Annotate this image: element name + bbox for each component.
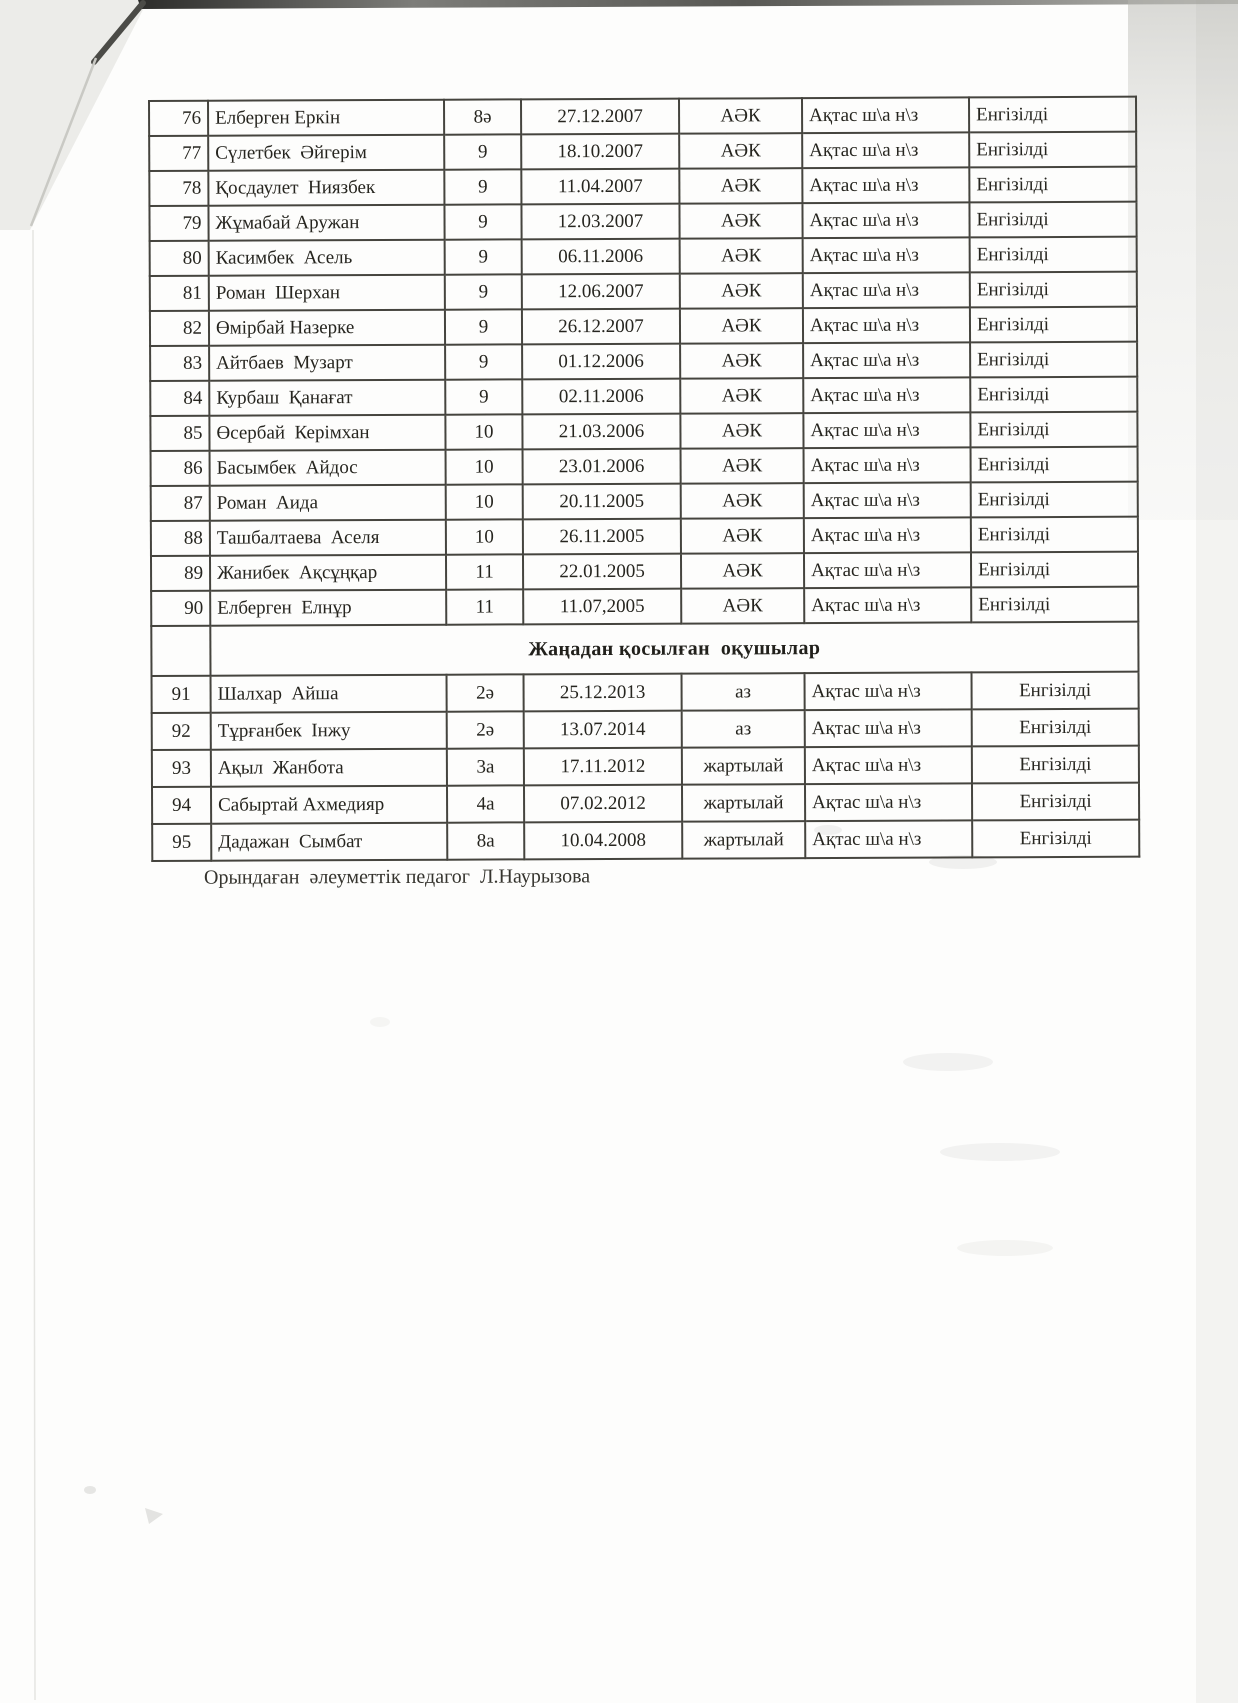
cell-location: Ақтас ш\а н\з xyxy=(803,237,970,273)
section-header-body xyxy=(151,622,1138,676)
cell-category: АӘК xyxy=(680,378,803,414)
cell-category: жартылай xyxy=(682,747,805,785)
cell-category: АӘК xyxy=(679,98,802,134)
cell-location: Ақтас ш\а н\з xyxy=(803,307,970,343)
table-row xyxy=(151,482,1138,521)
cell-date: 20.11.2005 xyxy=(523,484,681,520)
cell-category: жартылай xyxy=(682,784,805,822)
cell-name: Шалхар Айша xyxy=(211,675,447,713)
cell-status: Енгізілді xyxy=(971,482,1138,518)
cell-location: Ақтас ш\а н\з xyxy=(802,97,969,133)
table-row xyxy=(150,342,1137,381)
cell-grade: 8а xyxy=(447,822,524,859)
cell-date: 12.03.2007 xyxy=(521,204,679,240)
cell-no: 86 xyxy=(151,451,210,486)
section-header-row xyxy=(151,622,1138,676)
cell-grade: 2ә xyxy=(447,711,524,748)
cell-no: 95 xyxy=(152,824,211,861)
cell-status: Енгізілді xyxy=(970,342,1137,378)
cell-name: Қосдаулет Ниязбек xyxy=(208,170,444,206)
cell-grade: 9 xyxy=(445,344,522,379)
table-row xyxy=(152,746,1139,787)
cell-location: Ақтас ш\а н\з xyxy=(804,552,971,588)
table-row xyxy=(151,552,1138,591)
cell-date: 01.12.2006 xyxy=(522,344,680,380)
cell-grade: 8ә xyxy=(444,99,521,134)
cell-location: Ақтас ш\а н\з xyxy=(805,709,972,747)
table-row xyxy=(151,587,1138,626)
cell-grade: 11 xyxy=(446,589,523,624)
cell-no: 76 xyxy=(149,101,208,136)
cell-status: Енгізілді xyxy=(970,377,1137,413)
left-edge-line xyxy=(33,230,35,1700)
cell-status: Енгізілді xyxy=(969,132,1136,168)
cell-status: Енгізілді xyxy=(969,167,1136,203)
cell-no: 77 xyxy=(149,136,208,171)
cell-grade: 11 xyxy=(446,554,523,589)
cell-name: Өмірбай Назерке xyxy=(209,310,445,346)
table-row xyxy=(152,783,1139,824)
cell-location: Ақтас ш\а н\з xyxy=(803,342,970,378)
cell-category: АӘК xyxy=(681,588,804,624)
cell-location: Ақтас ш\а н\з xyxy=(803,377,970,413)
cell-status: Енгізілді xyxy=(971,587,1138,623)
table-row xyxy=(149,97,1136,136)
cell-date: 06.11.2006 xyxy=(522,239,680,275)
cell-location: Ақтас ш\а н\з xyxy=(805,783,972,821)
cell-category: АӘК xyxy=(679,168,802,204)
cell-date: 23.01.2006 xyxy=(523,449,681,485)
cell-no: 85 xyxy=(150,416,209,451)
cell-grade: 10 xyxy=(446,449,523,484)
cell-name: Курбаш Қанағат xyxy=(209,380,445,416)
cell-category: АӘК xyxy=(680,343,803,379)
cell-category: АӘК xyxy=(679,203,802,239)
cell-no: 80 xyxy=(150,241,209,276)
cell-date: 18.10.2007 xyxy=(521,134,679,170)
cell-status: Енгізілді xyxy=(969,202,1136,238)
cell-name: Жұмабай Аружан xyxy=(208,205,444,241)
cell-status: Енгізілді xyxy=(972,709,1139,747)
cell-grade: 9 xyxy=(445,239,522,274)
cell-status: Енгізілді xyxy=(972,820,1139,858)
smudge xyxy=(370,1017,390,1027)
cell-location: Ақтас ш\а н\з xyxy=(805,820,972,858)
cell-status: Енгізілді xyxy=(970,272,1137,308)
cell-category: АӘК xyxy=(680,308,803,344)
cell-date: 26.11.2005 xyxy=(523,519,681,555)
section-header-title: Жаңадан қосылған оқушылар xyxy=(210,622,1138,676)
cell-name: Елберген Еркін xyxy=(208,100,444,136)
cell-grade: 9 xyxy=(445,274,522,309)
smudge xyxy=(84,1486,96,1494)
cell-date: 11.07,2005 xyxy=(523,589,681,625)
cell-name: Елберген Елнұр xyxy=(210,590,446,626)
table-row xyxy=(150,237,1137,276)
cell-name: Роман Аида xyxy=(210,485,446,521)
table-row xyxy=(149,132,1136,171)
cell-no: 81 xyxy=(150,276,209,311)
cell-status: Енгізілді xyxy=(971,517,1138,553)
cell-name: Сүлетбек Әйгерім xyxy=(208,135,444,171)
cell-category: АӘК xyxy=(681,518,804,554)
cell-grade: 10 xyxy=(445,414,522,449)
cell-grade: 3а xyxy=(447,748,524,785)
roster-rows-76-90 xyxy=(149,97,1138,626)
cell-no: 82 xyxy=(150,311,209,346)
cell-name: Жанибек Ақсұңқар xyxy=(210,555,446,591)
cell-date: 13.07.2014 xyxy=(524,711,682,749)
table-row xyxy=(149,202,1136,241)
page-edge-dark-sliver xyxy=(94,3,143,62)
cell-category: АӘК xyxy=(680,273,803,309)
cell-no: 93 xyxy=(152,750,211,787)
cell-name: Сабыртай Ахмедияр xyxy=(211,786,447,824)
cell-no: 91 xyxy=(152,676,211,713)
cell-date: 02.11.2006 xyxy=(522,379,680,415)
corner-fold xyxy=(0,0,148,230)
cell-status: Енгізілді xyxy=(972,746,1139,784)
cell-grade: 9 xyxy=(444,134,521,169)
cell-status: Енгізілді xyxy=(971,447,1138,483)
cell-category: АӘК xyxy=(680,238,803,274)
page-edge-diagonal xyxy=(31,58,96,226)
cell-location: Ақтас ш\а н\з xyxy=(803,412,970,448)
cell-empty xyxy=(151,626,210,676)
cell-grade: 4а xyxy=(447,785,524,822)
smudge xyxy=(940,1143,1060,1161)
table-row xyxy=(152,672,1139,713)
cell-location: Ақтас ш\а н\з xyxy=(804,447,971,483)
roster-rows-91-95 xyxy=(152,672,1140,861)
cell-no: 84 xyxy=(150,381,209,416)
cell-name: Роман Шерхан xyxy=(209,275,445,311)
cell-no: 88 xyxy=(151,521,210,556)
cell-status: Енгізілді xyxy=(970,307,1137,343)
cell-no: 79 xyxy=(149,206,208,241)
cell-date: 22.01.2005 xyxy=(523,554,681,590)
cell-no: 94 xyxy=(152,787,211,824)
cell-status: Енгізілді xyxy=(972,783,1139,821)
cell-name: Касимбек Асель xyxy=(209,240,445,276)
table-row xyxy=(152,709,1139,750)
cell-grade: 9 xyxy=(444,204,521,239)
cell-location: Ақтас ш\а н\з xyxy=(804,482,971,518)
cell-name: Өсербай Керімхан xyxy=(209,415,445,451)
cell-location: Ақтас ш\а н\з xyxy=(805,746,972,784)
smudge xyxy=(957,1240,1053,1256)
table-row xyxy=(152,820,1139,861)
table-row xyxy=(150,412,1137,451)
cell-location: Ақтас ш\а н\з xyxy=(802,202,969,238)
smudge xyxy=(145,1508,163,1524)
cell-grade: 10 xyxy=(446,519,523,554)
cell-name: Айтбаев Музарт xyxy=(209,345,445,381)
cell-date: 10.04.2008 xyxy=(524,822,682,860)
cell-date: 21.03.2006 xyxy=(522,414,680,450)
cell-grade: 9 xyxy=(445,309,522,344)
cell-name: Ташбалтаева Аселя xyxy=(210,520,446,556)
smudge xyxy=(903,1053,993,1071)
cell-grade: 9 xyxy=(445,379,522,414)
cell-location: Ақтас ш\а н\з xyxy=(804,587,971,623)
footer-signature: Орындаған әлеуметтік педагог Л.Наурызова xyxy=(203,865,591,889)
table-row xyxy=(151,517,1138,556)
cell-grade: 9 xyxy=(444,169,521,204)
cell-category: АӘК xyxy=(681,483,804,519)
cell-location: Ақтас ш\а н\з xyxy=(802,167,969,203)
cell-grade: 2ә xyxy=(447,674,524,711)
cell-status: Енгізілді xyxy=(971,552,1138,588)
cell-date: 12.06.2007 xyxy=(522,274,680,310)
table-row xyxy=(150,377,1137,416)
cell-no: 87 xyxy=(151,486,210,521)
cell-status: Енгізілді xyxy=(972,672,1139,710)
cell-no: 78 xyxy=(149,171,208,206)
cell-category: аз xyxy=(682,710,805,748)
scanner-top-edge xyxy=(138,0,1238,9)
cell-name: Ақыл Жанбота xyxy=(211,749,447,787)
student-roster-table xyxy=(148,96,1140,862)
right-margin-band xyxy=(1196,0,1238,1703)
cell-category: жартылай xyxy=(682,821,805,859)
cell-location: Ақтас ш\а н\з xyxy=(804,517,971,553)
table-row xyxy=(151,447,1138,486)
cell-location: Ақтас ш\а н\з xyxy=(805,672,972,710)
cell-name: Дадажан Сымбат xyxy=(211,823,447,861)
cell-status: Енгізілді xyxy=(970,237,1137,273)
cell-date: 27.12.2007 xyxy=(521,99,679,135)
cell-no: 89 xyxy=(151,556,210,591)
cell-no: 83 xyxy=(150,346,209,381)
cell-location: Ақтас ш\а н\з xyxy=(802,132,969,168)
right-edge-shading xyxy=(1128,0,1238,520)
cell-category: аз xyxy=(682,673,805,711)
cell-name: Басымбек Айдос xyxy=(210,450,446,486)
cell-date: 17.11.2012 xyxy=(524,748,682,786)
table-row xyxy=(150,272,1137,311)
cell-category: АӘК xyxy=(680,413,803,449)
table-row xyxy=(149,167,1136,206)
cell-name: Тұрғанбек Інжу xyxy=(211,712,447,750)
cell-status: Енгізілді xyxy=(969,97,1136,133)
cell-grade: 10 xyxy=(446,484,523,519)
cell-date: 26.12.2007 xyxy=(522,309,680,345)
cell-location: Ақтас ш\а н\з xyxy=(803,272,970,308)
cell-no: 92 xyxy=(152,713,211,750)
cell-date: 25.12.2013 xyxy=(524,674,682,712)
cell-category: АӘК xyxy=(681,553,804,589)
cell-status: Енгізілді xyxy=(970,412,1137,448)
cell-category: АӘК xyxy=(679,133,802,169)
cell-date: 07.02.2012 xyxy=(524,785,682,823)
table-row xyxy=(150,307,1137,346)
cell-no: 90 xyxy=(151,591,210,626)
cell-category: АӘК xyxy=(681,448,804,484)
cell-date: 11.04.2007 xyxy=(521,169,679,205)
